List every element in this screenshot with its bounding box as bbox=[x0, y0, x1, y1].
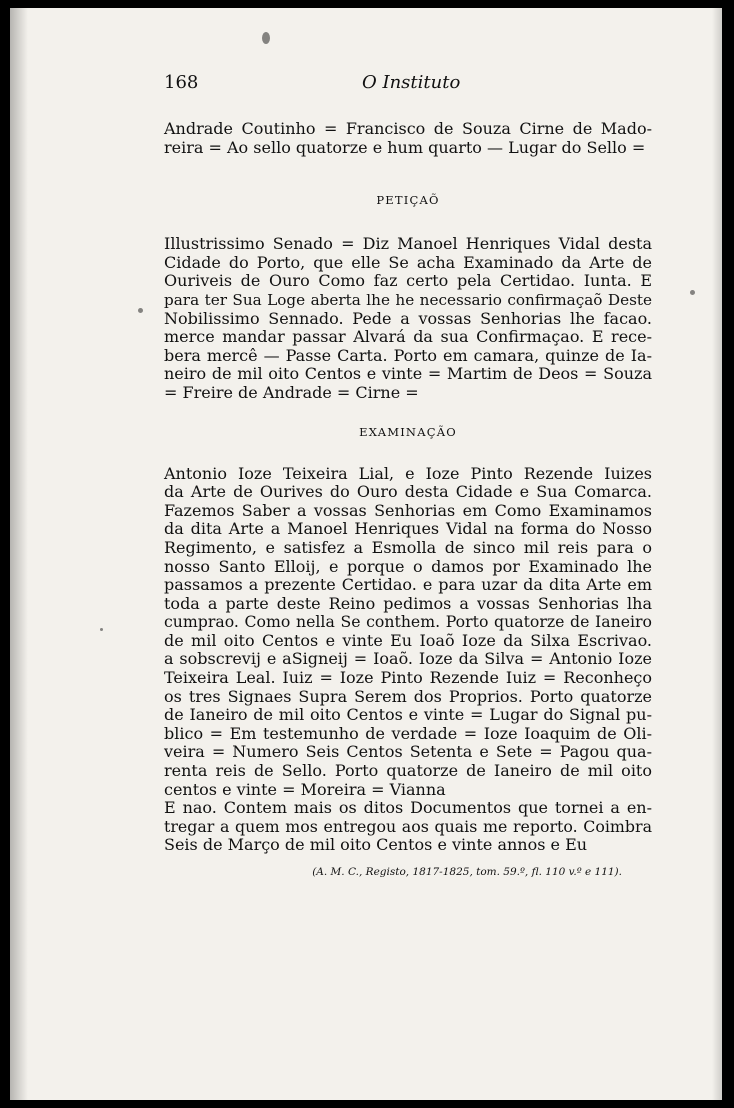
document-page bbox=[10, 8, 722, 1100]
text-line: de Ianeiro de mil oito Centos e vinte = Lugar do Signal pu- bbox=[164, 705, 652, 725]
page-number: 168 bbox=[164, 72, 199, 93]
text-line: Nobilissimo Sennado. Pede a vossas Senhorias lhe facao. bbox=[164, 308, 652, 328]
text-line: neiro de mil oito Centos e vinte = Martim de Deos = Souza bbox=[164, 364, 652, 384]
text-line: Teixeira Leal. Iuiz = Ioze Pinto Rezende Iuiz = Reconheço bbox=[164, 668, 652, 688]
text-line: os tres Signaes Supra Serem dos Proprios. Porto quatorze bbox=[164, 686, 652, 706]
text-line: cumprao. Como nella Se conthem. Porto quatorze de Ianeiro bbox=[164, 612, 652, 632]
running-title: O Instituto bbox=[362, 72, 461, 93]
examinacao-paragraph bbox=[164, 465, 652, 800]
text-line: merce mandar passar Alvará da sua Confirmaçao. E rece- bbox=[164, 327, 652, 347]
text-line: da Arte de Ourives do Ouro desta Cidade e Sua Comarca. bbox=[164, 482, 652, 502]
text-line: centos e vinte = Moreira = Vianna bbox=[164, 779, 446, 799]
text-line: Fazemos Saber a vossas Senhorias em Como Examinamos bbox=[164, 500, 652, 520]
text-line: blico = Em testemunho de verdade = Ioze Ioaquim de Oli- bbox=[164, 723, 652, 743]
text-line: veira = Numero Seis Centos Setenta e Sete = Pagou qua- bbox=[164, 742, 652, 762]
text-line: Ouriveis de Ouro Como faz certo pela Certidao. Iunta. E bbox=[164, 271, 652, 291]
section-heading-peticao: PETIÇAÕ bbox=[376, 193, 440, 208]
text-line: tregar a quem mos entregou aos quais me reporto. Coimbra bbox=[164, 816, 652, 836]
text-line: nosso Santo Elloij, e porque o damos por Examinado lhe bbox=[164, 556, 652, 576]
source-citation: (A. M. C., Registo, 1817-1825, tom. 59.º, fl. 110 v.º e 111). bbox=[312, 866, 622, 878]
intro-paragraph bbox=[164, 120, 652, 157]
page-shadow-right bbox=[712, 8, 722, 1100]
text-line: da dita Arte a Manoel Henriques Vidal na forma do Nosso bbox=[164, 519, 652, 539]
paper-speck bbox=[138, 308, 143, 313]
page-shadow-left bbox=[10, 8, 28, 1100]
document-body bbox=[164, 120, 652, 892]
text-line: Antonio Ioze Teixeira Lial, e Ioze Pinto Rezende Iuizes bbox=[164, 463, 652, 483]
text-line: a sobscrevij e aSigneij = Ioaõ. Ioze da Silva = Antonio Ioze bbox=[164, 649, 652, 669]
peticao-paragraph bbox=[164, 235, 652, 402]
text-line: toda a parte deste Reino pedimos a vossas Senhorias lha bbox=[164, 593, 652, 613]
page-header bbox=[10, 72, 722, 96]
text-line: Seis de Março de mil oito Centos e vinte annos e Eu bbox=[164, 835, 588, 855]
text-line: renta reis de Sello. Porto quatorze de Ianeiro de mil oito bbox=[164, 761, 652, 781]
text-line: Andrade Coutinho = Francisco de Souza Cirne de Mado- bbox=[164, 119, 652, 138]
paper-speck bbox=[262, 32, 270, 44]
closing-paragraph bbox=[164, 799, 652, 855]
text-line: Regimento, e satisfez a Esmolla de sinco mil reis para o bbox=[164, 537, 652, 557]
text-line: bera mercê — Passe Carta. Porto em camara, quinze de Ia- bbox=[164, 345, 652, 365]
text-line: para ter Sua Loge aberta lhe he necessario confirmaçaõ Deste bbox=[164, 290, 652, 309]
text-line: Cidade do Porto, que elle Se acha Examinado da Arte de bbox=[164, 252, 652, 272]
text-line: passamos a prezente Certidao. e para uzar da dita Arte em bbox=[164, 575, 652, 595]
text-line: reira = Ao sello quatorze e hum quarto — Lugar do Sello = bbox=[164, 137, 646, 157]
text-line: E nao. Contem mais os ditos Documentos que tornei a en- bbox=[164, 798, 652, 818]
paper-speck bbox=[100, 628, 103, 631]
section-heading-examinacao: EXAMINAÇÃO bbox=[359, 424, 457, 439]
paper-speck bbox=[690, 290, 695, 295]
text-line: = Freire de Andrade = Cirne = bbox=[164, 382, 419, 402]
text-line: Illustrissimo Senado = Diz Manoel Henriques Vidal desta bbox=[164, 234, 652, 254]
text-line: de mil oito Centos e vinte Eu Ioaõ Ioze da Silxa Escrivao. bbox=[164, 630, 652, 650]
